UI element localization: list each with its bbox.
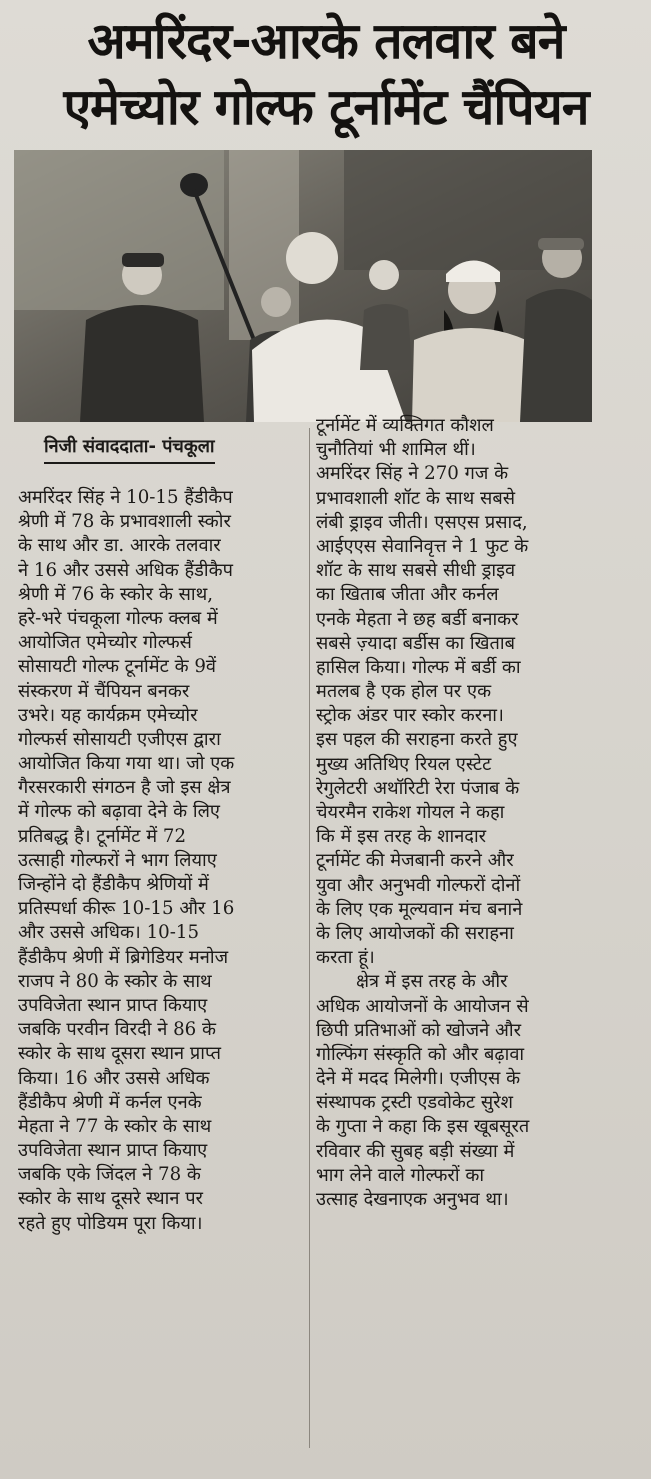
text-line: आईएएस सेवानिवृत्त ने 1 फुट के (316, 535, 529, 557)
text-line: राजप ने 80 के स्कोर के साथ (18, 970, 212, 992)
text-line: प्रभावशाली शॉट के साथ सबसे (316, 487, 516, 509)
text-line: उपविजेता स्थान प्राप्त कियाए (18, 994, 208, 1016)
text-line: छिपी प्रतिभाओं को खोजने और (316, 1019, 522, 1041)
text-line: एनके मेहता ने छह बर्डी बनाकर (316, 608, 519, 630)
text-line: ने 16 और उससे अधिक हैंडीकैप (18, 559, 233, 581)
text-line: चेयरमैन राकेश गोयल ने कहा (316, 802, 505, 823)
text-line: टूर्नामेंट की मेजबानी करने और (316, 850, 514, 872)
text-line: संस्थापक ट्रस्टी एडवोकेट सुरेश (316, 1092, 513, 1114)
text-line: स्कोर के साथ दूसरा स्थान प्राप्त (18, 1043, 221, 1065)
text-line: स्कोर के साथ दूसरे स्थान पर (18, 1188, 203, 1210)
headline (6, 8, 646, 140)
text-line: उत्साही गोल्फरों ने भाग लियाए (18, 849, 217, 871)
text-line: रहते हुए पोडियम पूरा किया। (18, 1212, 203, 1234)
text-line: शॉट के साथ सबसे सीधी ड्राइव (316, 560, 516, 582)
golfers-photo-icon (14, 150, 592, 422)
text-line: हासिल किया। गोल्फ में बर्डी का (316, 656, 521, 678)
text-line: और उससे अधिक। 10-15 (18, 922, 200, 944)
text-line: आयोजित एमेच्योर गोल्फर्स (18, 632, 192, 654)
text-line: गोल्फिंग संस्कृति को और बढ़ावा (316, 1043, 525, 1065)
text-line: कि में इस तरह के शानदार (316, 826, 487, 848)
text-line: अमरिंदर सिंह ने 270 गज के (316, 463, 509, 485)
text-line: भाग लेने वाले गोल्फरों का (316, 1164, 485, 1186)
text-line: हैंडीकैप श्रेणी में कर्नल एनके (18, 1091, 202, 1113)
text-line: मतलब है एक होल पर एक (316, 681, 492, 703)
text-line: हरे-भरे पंचकूला गोल्फ क्लब में (18, 607, 218, 629)
text-line: लंबी ड्राइव जीती। एसएस प्रसाद, (316, 511, 528, 533)
headline-line-1: अमरिंदर-आरके तलवार बने (87, 12, 565, 70)
text-line: उभरे। यह कार्यक्रम एमेच्योर (18, 704, 198, 726)
text-line: अमरिंदर सिंह ने 10-15 हैंडीकैप (18, 487, 233, 508)
text-line: प्रतिबद्ध है। टूर्नामेंट में 72 (18, 825, 187, 847)
text-line: टूर्नामेंट में व्यक्तिगत कौशल (316, 415, 494, 436)
text-line: के लिए आयोजकों की सराहना (316, 922, 514, 944)
text-line: स्ट्रोक अंडर पार स्कोर करना। (316, 705, 504, 727)
text-line: जबकि एके जिंदल ने 78 के (18, 1164, 201, 1186)
text-line: देने में मदद मिलेगी। एजीएस के (316, 1068, 521, 1090)
text-line: के लिए एक मूल्यवान मंच बनाने (316, 898, 523, 920)
text-line: सबसे ज़्यादा बर्डीस का खिताब (316, 632, 515, 654)
text-line: मेहता ने 77 के स्कोर के साथ (18, 1115, 212, 1137)
headline-line-2: एमेच्योर गोल्फ टूर्नामेंट चैंपियन (63, 78, 589, 136)
text-line: रविवार की सुबह बड़ी संख्या में (316, 1140, 515, 1162)
text-line: संस्करण में चैंपियन बनकर (18, 680, 190, 702)
text-line: श्रेणी में 76 के स्कोर के साथ, (18, 583, 213, 605)
text-line: उत्साह देखनाएक अनुभव था। (316, 1189, 509, 1210)
byline: निजी संवाददाता- पंचकूला (44, 434, 215, 464)
column-divider (309, 428, 310, 1448)
text-line: गैरसरकारी संगठन है जो इस क्षेत्र (18, 777, 231, 799)
text-line: रेगुलेटरी अथॉरिटी रेरा पंजाब के (316, 777, 520, 799)
text-line: का खिताब जीता और कर्नल (316, 584, 499, 606)
text-line: करता हूं। (316, 947, 375, 969)
text-line: क्षेत्र में इस तरह के और (356, 971, 508, 993)
text-line: के साथ और डा. आरके तलवार (18, 535, 221, 557)
golfers-photo (14, 150, 592, 422)
text-line: किया। 16 और उससे अधिक (18, 1067, 210, 1089)
text-line: प्रतिस्पर्धा कीरू 10-15 और 16 (18, 898, 235, 920)
text-line: सोसायटी गोल्फ टूर्नामेंट के 9वें (18, 656, 217, 678)
text-line: उपविजेता स्थान प्राप्त कियाए (18, 1140, 208, 1162)
text-line: गोल्फर्स सोसायटी एजीएस द्वारा (18, 728, 221, 750)
article-column-right (316, 414, 634, 1212)
text-line: जबकि परवीन विरदी ने 86 के (18, 1019, 216, 1041)
text-line: मुख्य अतिथिए रियल एस्टेट (316, 753, 492, 775)
text-line: आयोजित किया गया था। जो एक (18, 753, 235, 775)
text-line: हैंडीकैप श्रेणी में ब्रिगेडियर मनोज (18, 946, 229, 968)
text-line: श्रेणी में 78 के प्रभावशाली स्कोर (18, 511, 231, 533)
text-line: में गोल्फ को बढ़ावा देने के लिए (18, 801, 220, 823)
article-column-left (18, 486, 305, 1236)
text-line: युवा और अनुभवी गोल्फरों दोनों (316, 874, 521, 896)
text-line: अधिक आयोजनों के आयोजन से (316, 995, 529, 1017)
text-line: चुनौतियां भी शामिल थीं। (316, 439, 476, 461)
text-line: के गुप्ता ने कहा कि इस खूबसूरत (316, 1116, 530, 1138)
text-line: जिन्होंने दो हैंडीकैप श्रेणियों में (18, 874, 209, 895)
text-line: इस पहल की सराहना करते हुए (316, 729, 518, 751)
